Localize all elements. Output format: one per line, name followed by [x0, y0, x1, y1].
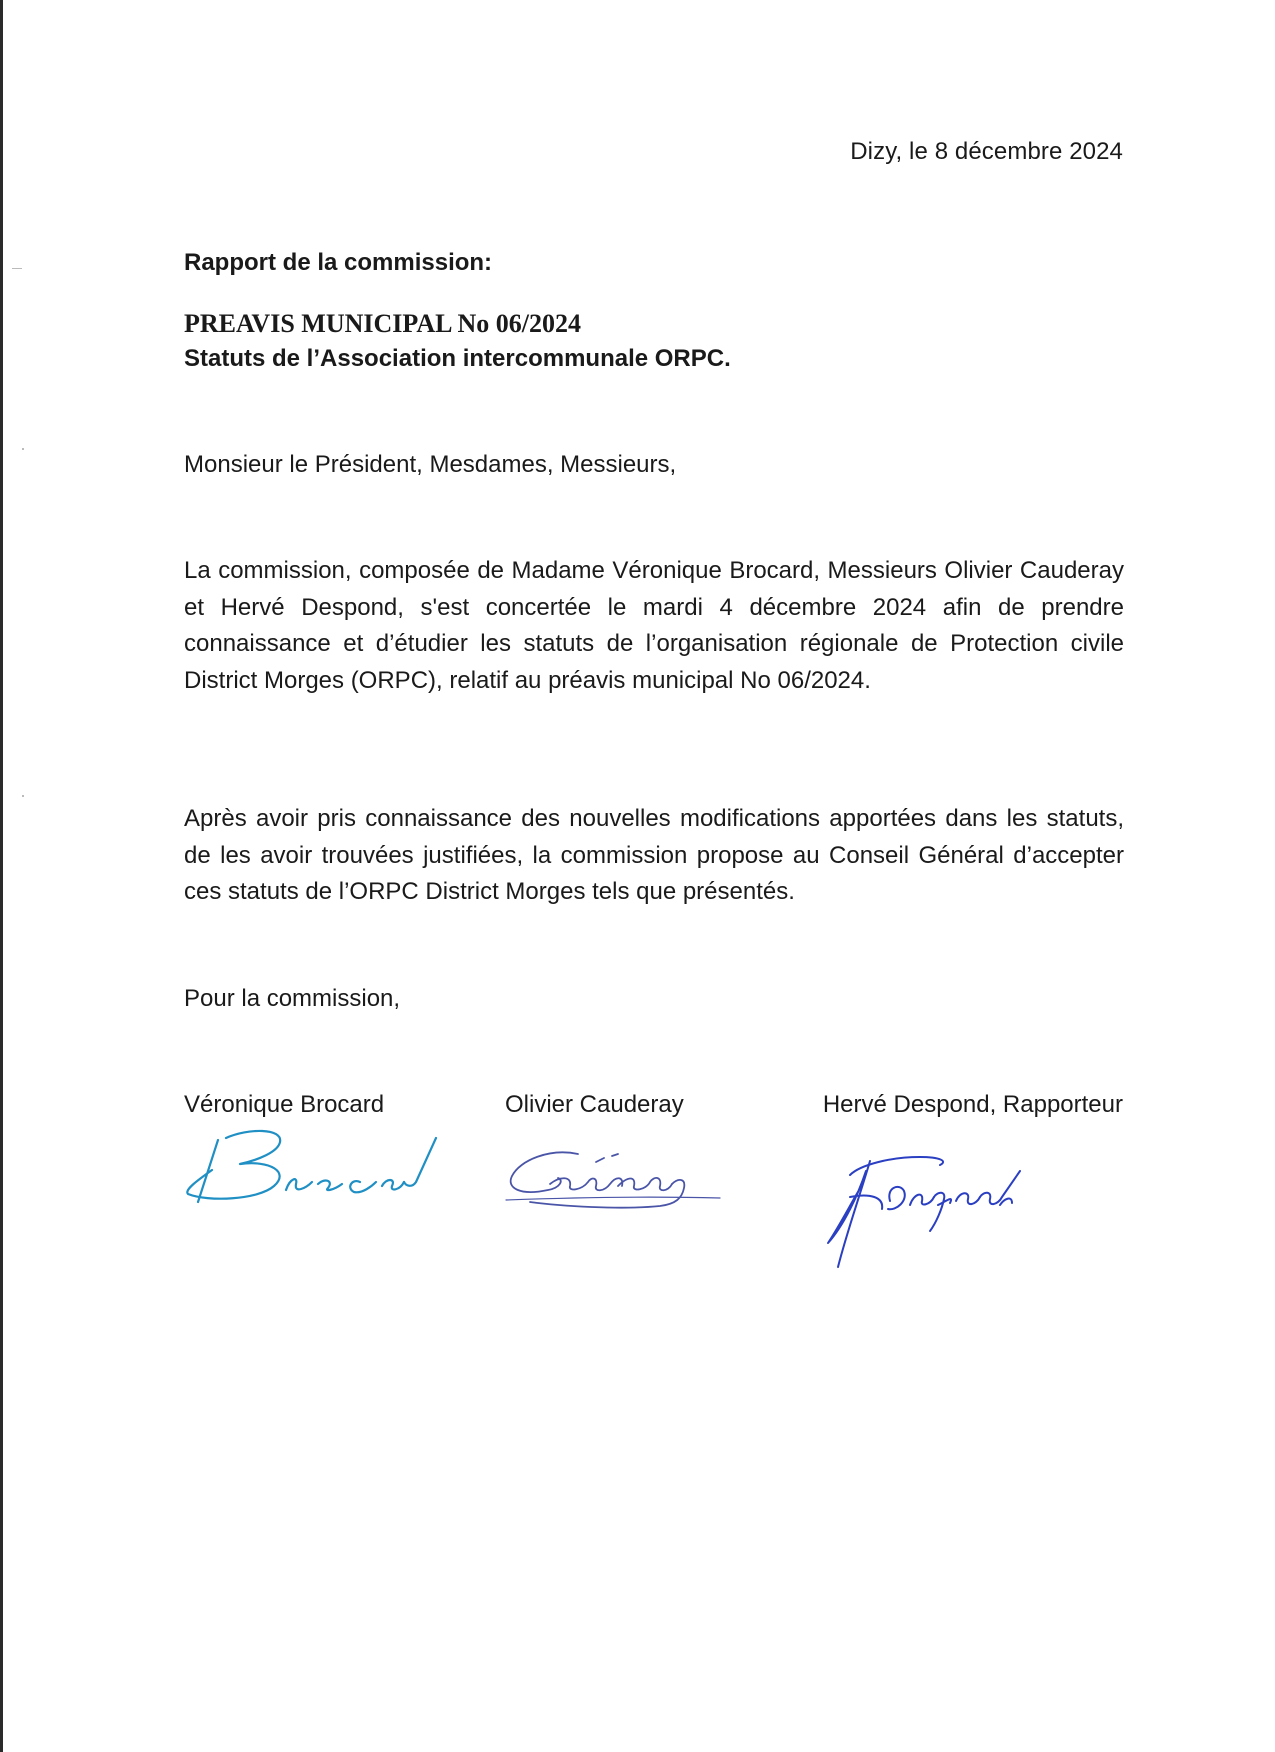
signature-strokes — [506, 1152, 720, 1207]
date-line: Dizy, le 8 décembre 2024 — [850, 138, 1123, 165]
report-title: Rapport de la commission: — [184, 249, 493, 276]
signatory-name: Olivier Cauderay — [505, 1091, 684, 1118]
salutation: Monsieur le Président, Mesdames, Messieurs, — [184, 451, 677, 478]
signature-despond — [800, 1135, 1040, 1275]
preavis-subject: Statuts de l’Association intercommunale ORPC. — [184, 345, 731, 372]
signature-strokes — [828, 1157, 1020, 1267]
scan-speck — [12, 268, 22, 269]
signature-brocard — [178, 1120, 448, 1210]
body-paragraph: La commission, composée de Madame Véronique Brocard, Messieurs Olivier Cauderay et Hervé Despond, s'est concertée le mardi 4 décembre 2024 afin de prendre connaissance et d’étudier les statuts de l’organisation régionale de Protection civile District Morges (ORPC), relatif au préavis municipal No 06/2024. — [184, 557, 1124, 694]
body-paragraph: Après avoir pris connaissance des nouvelles modifications apportées dans les statuts, de les avoir trouvées justifiées, la commission propose au Conseil Général d’accepter ces statuts de l’ORPC District Morges tels que présentés. — [184, 805, 1124, 905]
scan-speck — [22, 795, 24, 797]
scan-edge-shadow — [0, 0, 3, 1752]
scan-speck — [22, 448, 24, 450]
signatory-name: Véronique Brocard — [184, 1091, 385, 1118]
signatory-name: Hervé Despond, Rapporteur — [822, 1091, 1123, 1118]
signature-strokes — [187, 1131, 436, 1202]
closing-line: Pour la commission, — [184, 985, 401, 1012]
signature-cauderay — [500, 1140, 730, 1220]
preavis-number: PREAVIS MUNICIPAL No 06/2024 — [184, 309, 582, 338]
